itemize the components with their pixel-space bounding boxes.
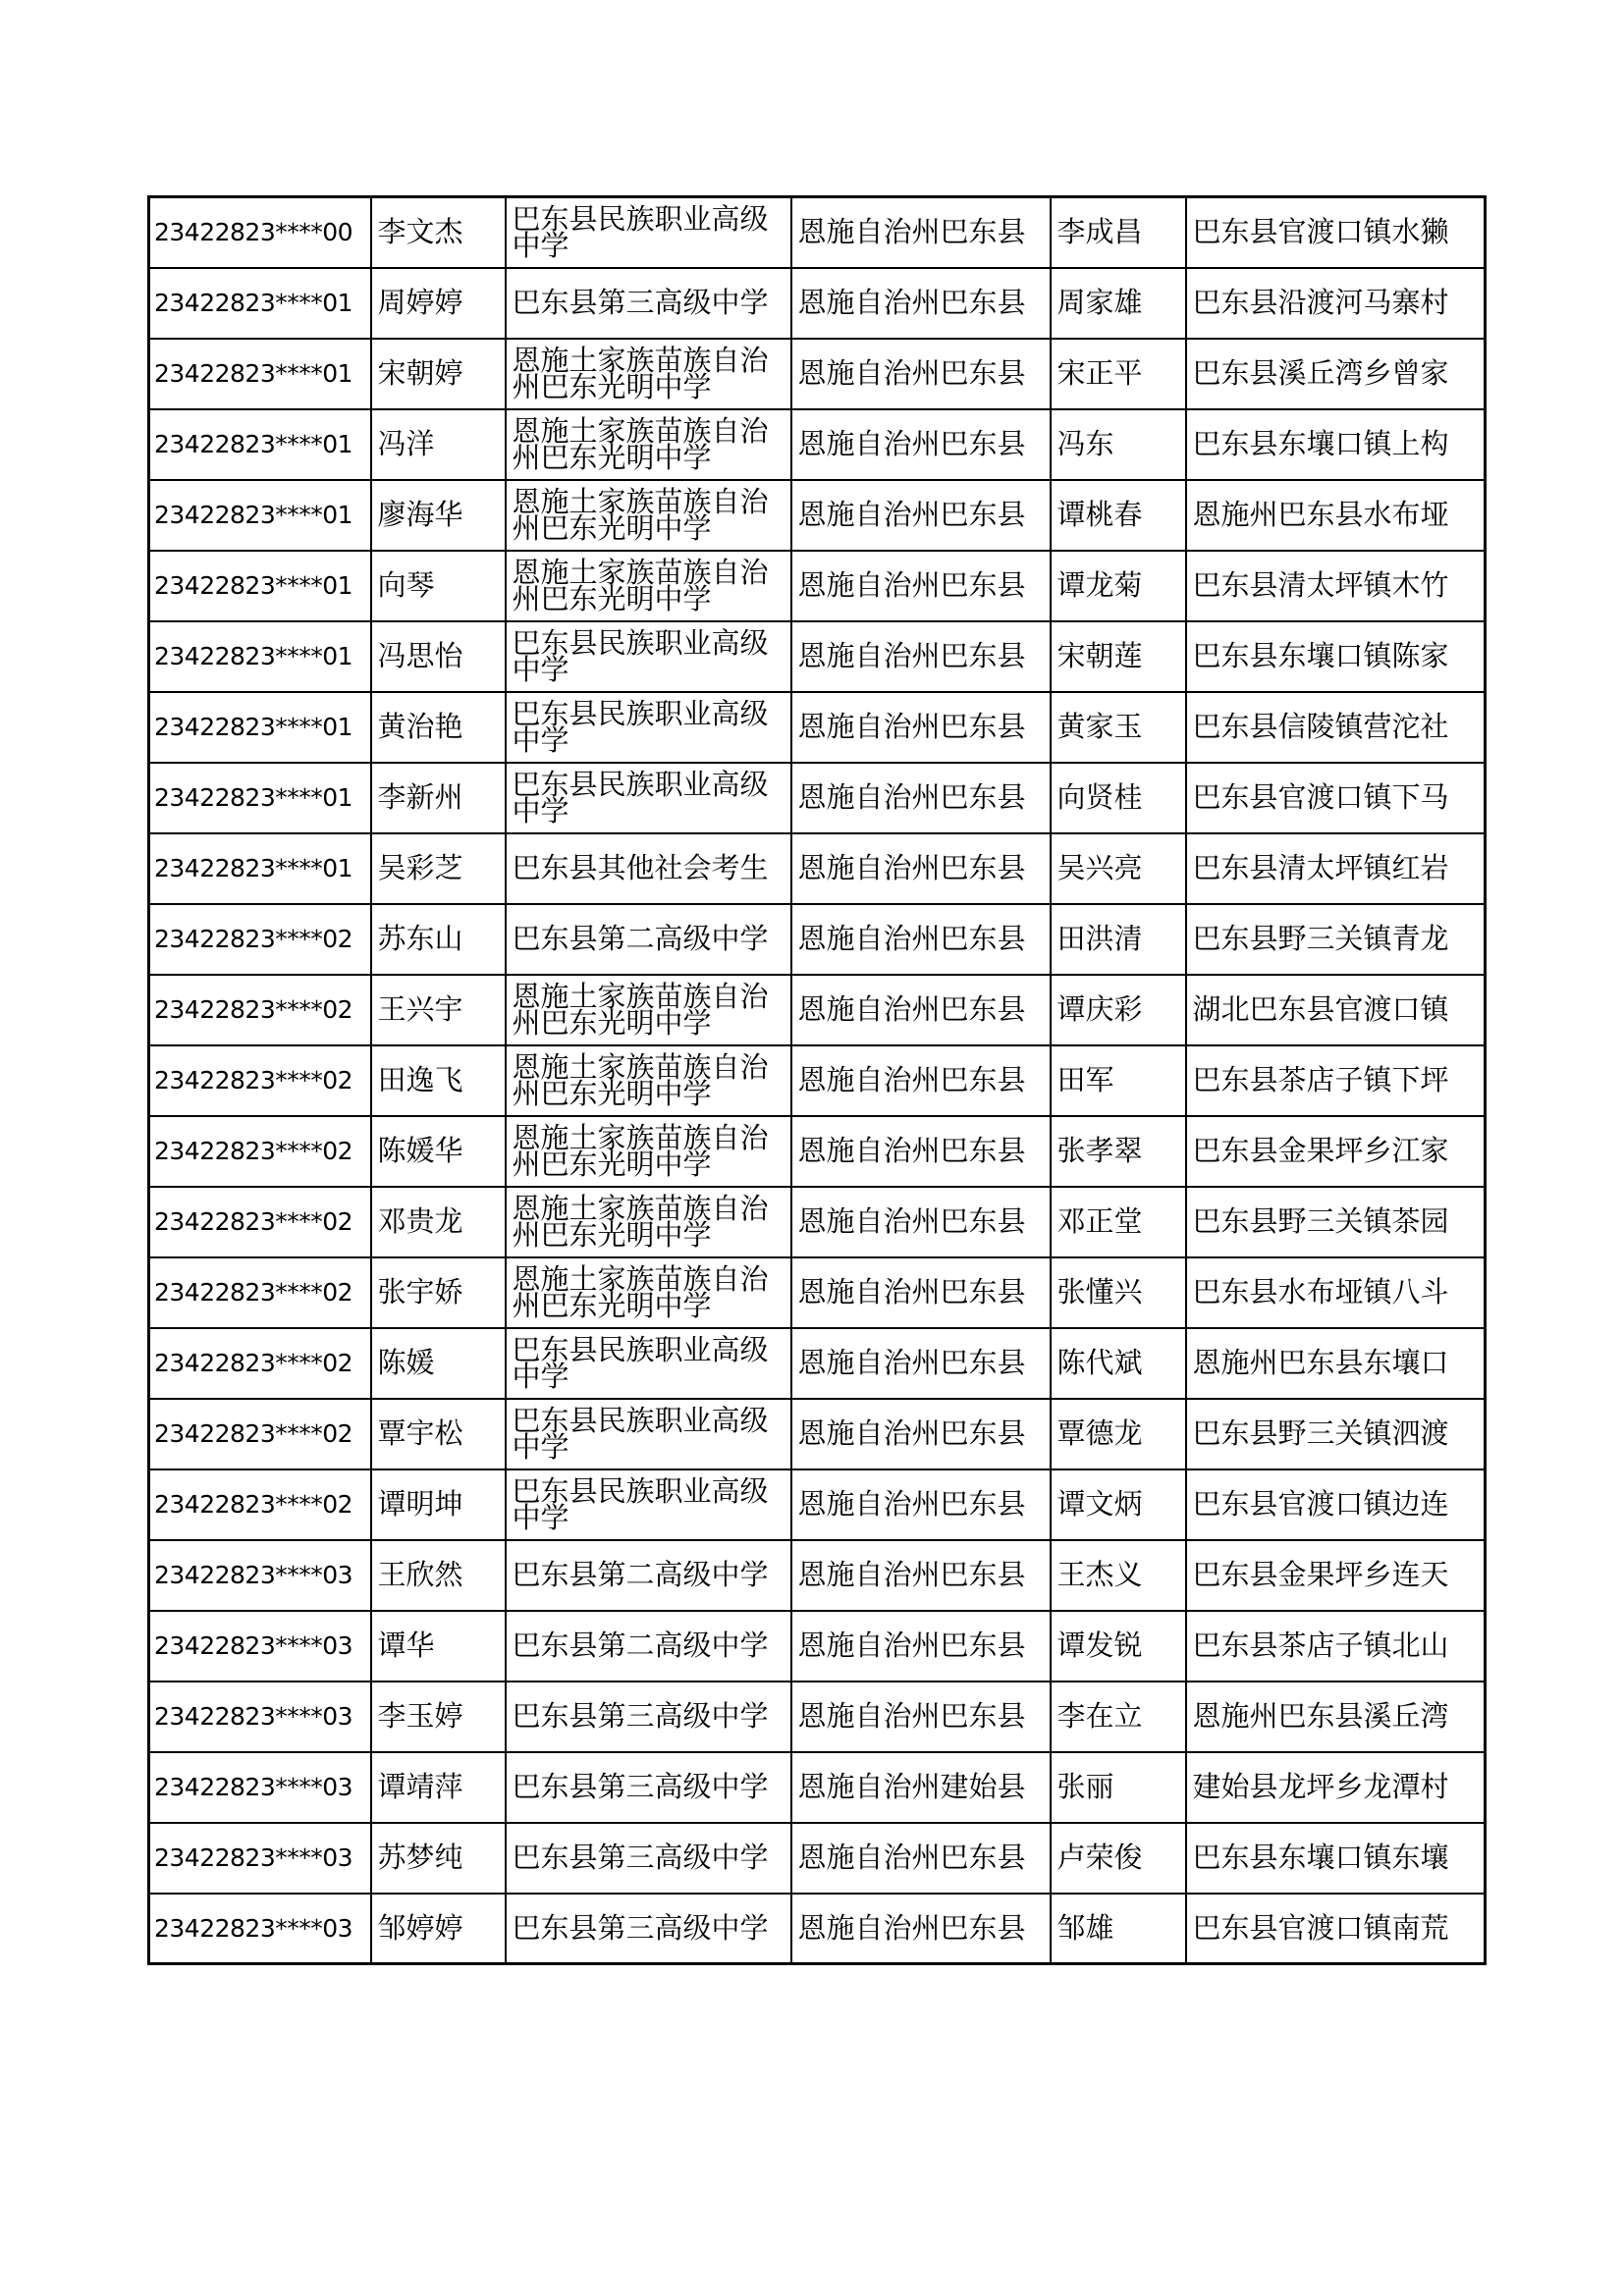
candidate-id-cell: 23422823****03 [149,1752,371,1823]
student-name-cell: 李玉婷 [371,1682,506,1752]
table-row [149,1399,1486,1469]
address-cell: 巴东县清太坪镇木竹 [1186,551,1486,621]
guardian-name-cell: 李在立 [1051,1682,1186,1752]
school-cell: 恩施土家族苗族自治州巴东光明中学 [506,339,791,409]
table-row [149,833,1486,904]
guardian-name-cell: 谭桃春 [1051,480,1186,551]
candidate-id-cell: 23422823****01 [149,480,371,551]
guardian-name-cell: 王杰义 [1051,1540,1186,1611]
student-name-cell: 李新州 [371,763,506,833]
region-cell: 恩施自治州巴东县 [791,833,1051,904]
region-cell: 恩施自治州巴东县 [791,268,1051,339]
address-cell: 巴东县溪丘湾乡曾家 [1186,339,1486,409]
student-name-cell: 廖海华 [371,480,506,551]
region-cell: 恩施自治州巴东县 [791,1894,1051,1964]
student-name-cell: 谭明坤 [371,1469,506,1540]
region-cell: 恩施自治州巴东县 [791,975,1051,1045]
candidate-id-cell: 23422823****02 [149,1116,371,1187]
candidate-id-cell: 23422823****01 [149,409,371,480]
table-row [149,763,1486,833]
school-cell: 恩施土家族苗族自治州巴东光明中学 [506,1187,791,1257]
table-row [149,1045,1486,1116]
guardian-name-cell: 邹雄 [1051,1894,1186,1964]
region-cell: 恩施自治州巴东县 [791,1116,1051,1187]
candidate-id-cell: 23422823****02 [149,975,371,1045]
student-name-cell: 谭华 [371,1611,506,1682]
region-cell: 恩施自治州巴东县 [791,1540,1051,1611]
region-cell: 恩施自治州巴东县 [791,763,1051,833]
address-cell: 恩施州巴东县水布垭 [1186,480,1486,551]
guardian-name-cell: 李成昌 [1051,197,1186,268]
student-name-cell: 邓贵龙 [371,1187,506,1257]
student-name-cell: 陈媛华 [371,1116,506,1187]
region-cell: 恩施自治州巴东县 [791,339,1051,409]
address-cell: 巴东县官渡口镇下马 [1186,763,1486,833]
student-name-cell: 王兴宇 [371,975,506,1045]
guardian-name-cell: 向贤桂 [1051,763,1186,833]
candidate-id-cell: 23422823****01 [149,339,371,409]
student-name-cell: 田逸飞 [371,1045,506,1116]
school-cell: 巴东县第二高级中学 [506,1540,791,1611]
table-row [149,1469,1486,1540]
region-cell: 恩施自治州巴东县 [791,1469,1051,1540]
table-row [149,339,1486,409]
guardian-name-cell: 田军 [1051,1045,1186,1116]
region-cell: 恩施自治州巴东县 [791,692,1051,763]
table-row [149,1682,1486,1752]
candidate-id-cell: 23422823****03 [149,1823,371,1894]
guardian-name-cell: 陈代斌 [1051,1328,1186,1399]
guardian-name-cell: 周家雄 [1051,268,1186,339]
student-name-cell: 吴彩芝 [371,833,506,904]
student-name-cell: 邹婷婷 [371,1894,506,1964]
table-row [149,1328,1486,1399]
student-name-cell: 王欣然 [371,1540,506,1611]
address-cell: 巴东县东壤口镇上构 [1186,409,1486,480]
candidate-id-cell: 23422823****02 [149,1469,371,1540]
address-cell: 巴东县野三关镇青龙 [1186,904,1486,975]
candidate-id-cell: 23422823****01 [149,621,371,692]
region-cell: 恩施自治州巴东县 [791,1328,1051,1399]
student-name-cell: 李文杰 [371,197,506,268]
school-cell: 巴东县第三高级中学 [506,1682,791,1752]
school-cell: 巴东县民族职业高级中学 [506,763,791,833]
table-row [149,904,1486,975]
school-cell: 巴东县民族职业高级中学 [506,1469,791,1540]
region-cell: 恩施自治州巴东县 [791,409,1051,480]
region-cell: 恩施自治州巴东县 [791,1187,1051,1257]
guardian-name-cell: 谭庆彩 [1051,975,1186,1045]
candidate-id-cell: 23422823****01 [149,833,371,904]
table-row [149,1752,1486,1823]
candidate-id-cell: 23422823****03 [149,1894,371,1964]
table-row [149,409,1486,480]
address-cell: 巴东县沿渡河马寨村 [1186,268,1486,339]
address-cell: 巴东县清太坪镇红岩 [1186,833,1486,904]
student-name-cell: 向琴 [371,551,506,621]
guardian-name-cell: 张懂兴 [1051,1257,1186,1328]
guardian-name-cell: 谭文炳 [1051,1469,1186,1540]
region-cell: 恩施自治州巴东县 [791,480,1051,551]
address-cell: 巴东县野三关镇茶园 [1186,1187,1486,1257]
address-cell: 建始县龙坪乡龙潭村 [1186,1752,1486,1823]
student-name-cell: 苏梦纯 [371,1823,506,1894]
roster-table-container [147,195,1484,1965]
candidate-id-cell: 23422823****02 [149,904,371,975]
guardian-name-cell: 田洪清 [1051,904,1186,975]
student-name-cell: 冯思怡 [371,621,506,692]
school-cell: 巴东县第二高级中学 [506,904,791,975]
table-row [149,1540,1486,1611]
candidate-id-cell: 23422823****01 [149,763,371,833]
guardian-name-cell: 张丽 [1051,1752,1186,1823]
school-cell: 巴东县民族职业高级中学 [506,1328,791,1399]
student-name-cell: 周婷婷 [371,268,506,339]
region-cell: 恩施自治州巴东县 [791,1399,1051,1469]
school-cell: 巴东县民族职业高级中学 [506,197,791,268]
address-cell: 巴东县官渡口镇边连 [1186,1469,1486,1540]
region-cell: 恩施自治州巴东县 [791,621,1051,692]
guardian-name-cell: 宋朝莲 [1051,621,1186,692]
table-row [149,1823,1486,1894]
candidate-id-cell: 23422823****02 [149,1257,371,1328]
student-name-cell: 谭靖萍 [371,1752,506,1823]
candidate-id-cell: 23422823****02 [149,1399,371,1469]
school-cell: 恩施土家族苗族自治州巴东光明中学 [506,1045,791,1116]
candidate-id-cell: 23422823****03 [149,1611,371,1682]
region-cell: 恩施自治州建始县 [791,1752,1051,1823]
candidate-id-cell: 23422823****02 [149,1328,371,1399]
student-name-cell: 宋朝婷 [371,339,506,409]
address-cell: 恩施州巴东县东壤口 [1186,1328,1486,1399]
candidate-id-cell: 23422823****02 [149,1187,371,1257]
school-cell: 巴东县第三高级中学 [506,1894,791,1964]
school-cell: 恩施土家族苗族自治州巴东光明中学 [506,480,791,551]
guardian-name-cell: 张孝翠 [1051,1116,1186,1187]
guardian-name-cell: 冯东 [1051,409,1186,480]
guardian-name-cell: 宋正平 [1051,339,1186,409]
school-cell: 巴东县第二高级中学 [506,1611,791,1682]
candidate-id-cell: 23422823****00 [149,197,371,268]
address-cell: 恩施州巴东县溪丘湾 [1186,1682,1486,1752]
school-cell: 巴东县第三高级中学 [506,1823,791,1894]
school-cell: 巴东县第三高级中学 [506,268,791,339]
region-cell: 恩施自治州巴东县 [791,551,1051,621]
address-cell: 巴东县水布垭镇八斗 [1186,1257,1486,1328]
address-cell: 巴东县金果坪乡江家 [1186,1116,1486,1187]
school-cell: 巴东县第三高级中学 [506,1752,791,1823]
table-row [149,621,1486,692]
table-row [149,268,1486,339]
region-cell: 恩施自治州巴东县 [791,1823,1051,1894]
candidate-id-cell: 23422823****01 [149,692,371,763]
address-cell: 巴东县官渡口镇南荒 [1186,1894,1486,1964]
address-cell: 湖北巴东县官渡口镇 [1186,975,1486,1045]
guardian-name-cell: 吴兴亮 [1051,833,1186,904]
table-row [149,551,1486,621]
candidate-id-cell: 23422823****03 [149,1682,371,1752]
address-cell: 巴东县东壤口镇陈家 [1186,621,1486,692]
table-row [149,197,1486,268]
school-cell: 巴东县民族职业高级中学 [506,1399,791,1469]
student-name-cell: 张宇娇 [371,1257,506,1328]
student-name-cell: 黄治艳 [371,692,506,763]
address-cell: 巴东县茶店子镇下坪 [1186,1045,1486,1116]
guardian-name-cell: 覃德龙 [1051,1399,1186,1469]
table-row [149,1187,1486,1257]
address-cell: 巴东县野三关镇泗渡 [1186,1399,1486,1469]
guardian-name-cell: 卢荣俊 [1051,1823,1186,1894]
table-row [149,692,1486,763]
candidate-id-cell: 23422823****02 [149,1045,371,1116]
guardian-name-cell: 黄家玉 [1051,692,1186,763]
table-row [149,975,1486,1045]
region-cell: 恩施自治州巴东县 [791,1682,1051,1752]
school-cell: 恩施土家族苗族自治州巴东光明中学 [506,1257,791,1328]
candidate-id-cell: 23422823****01 [149,551,371,621]
region-cell: 恩施自治州巴东县 [791,1611,1051,1682]
region-cell: 恩施自治州巴东县 [791,1257,1051,1328]
school-cell: 巴东县民族职业高级中学 [506,621,791,692]
school-cell: 恩施土家族苗族自治州巴东光明中学 [506,1116,791,1187]
table-row [149,1257,1486,1328]
guardian-name-cell: 谭发锐 [1051,1611,1186,1682]
candidate-id-cell: 23422823****01 [149,268,371,339]
address-cell: 巴东县信陵镇营沱社 [1186,692,1486,763]
school-cell: 巴东县民族职业高级中学 [506,692,791,763]
candidate-id-cell: 23422823****03 [149,1540,371,1611]
region-cell: 恩施自治州巴东县 [791,197,1051,268]
roster-table-body [149,197,1486,1964]
address-cell: 巴东县官渡口镇水獭 [1186,197,1486,268]
student-name-cell: 苏东山 [371,904,506,975]
address-cell: 巴东县东壤口镇东壤 [1186,1823,1486,1894]
address-cell: 巴东县茶店子镇北山 [1186,1611,1486,1682]
guardian-name-cell: 谭龙菊 [1051,551,1186,621]
table-row [149,1894,1486,1964]
region-cell: 恩施自治州巴东县 [791,904,1051,975]
student-name-cell: 陈媛 [371,1328,506,1399]
guardian-name-cell: 邓正堂 [1051,1187,1186,1257]
table-row [149,1611,1486,1682]
student-name-cell: 冯洋 [371,409,506,480]
table-row [149,1116,1486,1187]
table-row [149,480,1486,551]
student-name-cell: 覃宇松 [371,1399,506,1469]
school-cell: 恩施土家族苗族自治州巴东光明中学 [506,975,791,1045]
school-cell: 恩施土家族苗族自治州巴东光明中学 [506,409,791,480]
school-cell: 恩施土家族苗族自治州巴东光明中学 [506,551,791,621]
roster-table [147,195,1487,1965]
address-cell: 巴东县金果坪乡连天 [1186,1540,1486,1611]
school-cell: 巴东县其他社会考生 [506,833,791,904]
region-cell: 恩施自治州巴东县 [791,1045,1051,1116]
